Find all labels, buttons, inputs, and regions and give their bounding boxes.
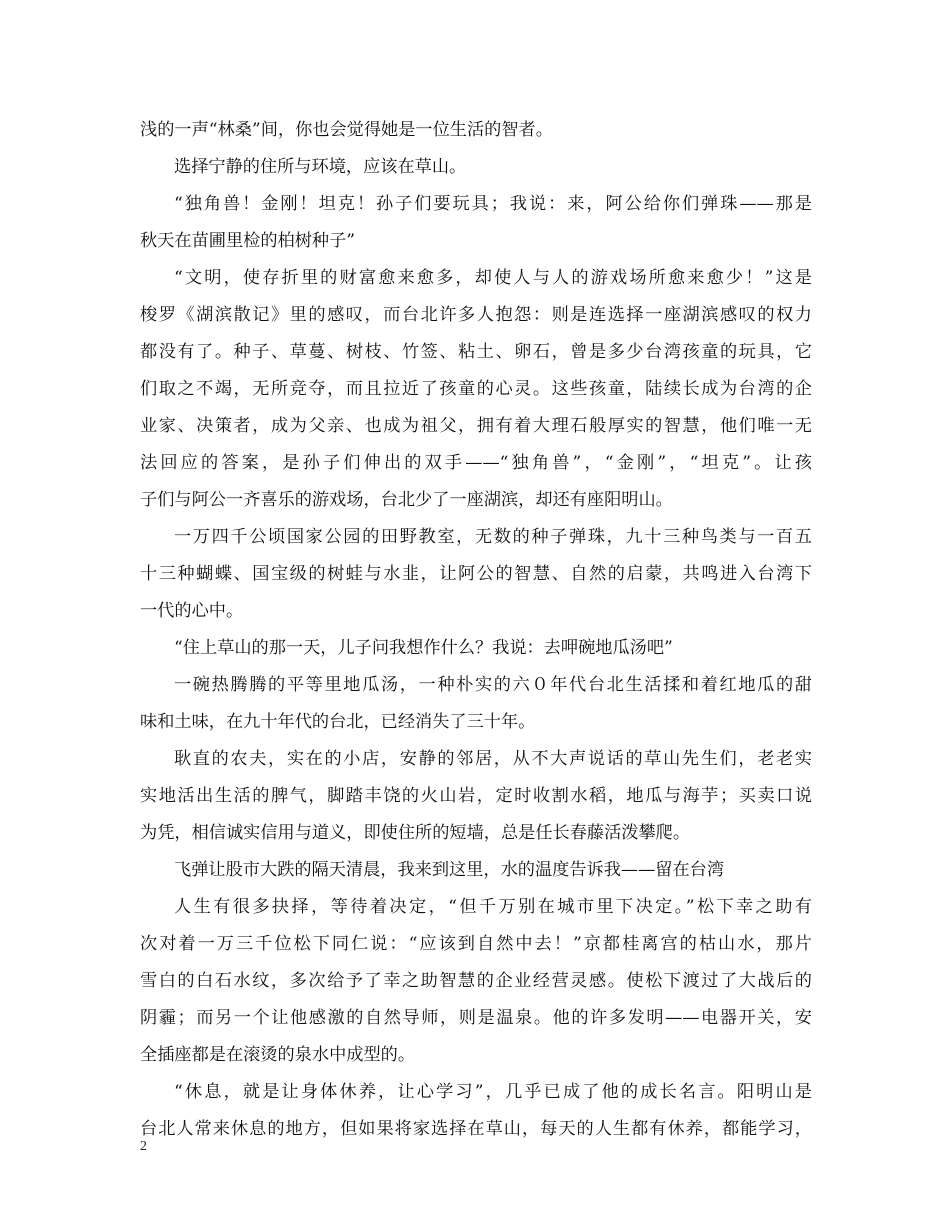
page-number: 2: [140, 1139, 147, 1154]
text-line: 实地活出生活的脾气，脚踏丰饶的火山岩，定时收割水稻，地瓜与海芋；买卖口说: [140, 786, 812, 806]
paragraph-line: 选择宁静的住所与环境，应该在草山。: [174, 157, 467, 177]
paragraph-line: “独角兽！金刚！坦克！孙子们要玩具；我说：来，阿公给你们弹珠——那是: [174, 194, 812, 214]
text-line: 味和土味，在九十年代的台北，已经消失了三十年。: [140, 712, 536, 732]
paragraph-line: 飞弹让股市大跌的隔天清晨，我来到这里，水的温度告诉我——留在台湾: [174, 860, 725, 880]
text-line: 为凭，相信诚实信用与道义，即使住所的短墙，总是任长春藤活泼攀爬。: [140, 823, 691, 843]
text-line: 台北人常来休息的地方，但如果将家选择在草山，每天的人生都有休养，都能学习，: [140, 1119, 812, 1139]
paragraph-line: “文明，使存折里的财富愈来愈多，却使人与人的游戏场所愈来愈少！”这是: [174, 268, 812, 288]
paragraph-line: 耿直的农夫，实在的小店，安静的邻居，从不大声说话的草山先生们，老老实: [174, 749, 812, 769]
text-line: 法回应的答案，是孙子们伸出的双手——“独角兽”，“金刚”，“坦克”。让孩: [140, 453, 812, 473]
text-line: 梭罗《湖滨散记》里的感叹，而台北许多人抱怨：则是连选择一座湖滨感叹的权力: [140, 305, 812, 325]
text-line: 一代的心中。: [140, 601, 244, 621]
paragraph-line: “住上草山的那一天，儿子问我想作什么？我说：去呷碗地瓜汤吧”: [174, 638, 673, 658]
text-line: 阴霾；而另一个让他感激的自然导师，则是温泉。他的许多发明——电器开关，安: [140, 1008, 812, 1028]
body-text: [140, 112, 812, 1148]
paragraph-line: 一碗热腾腾的平等里地瓜汤，一种朴实的六０年代台北生活揉和着红地瓜的甜: [174, 675, 812, 695]
text-line: 秋天在苗圃里检的柏树种子”: [140, 231, 356, 251]
text-line: 全插座都是在滚烫的泉水中成型的。: [140, 1045, 416, 1065]
paragraph-line: 人生有很多抉择，等待着决定，“但千万别在城市里下决定。”松下幸之助有: [174, 897, 812, 917]
text-line: 十三种蝴蝶、国宝级的树蛙与水韭，让阿公的智慧、自然的启蒙，共鸣进入台湾下: [140, 564, 812, 584]
paragraph-line: “休息，就是让身体休养，让心学习”，几乎已成了他的成长名言。阳明山是: [174, 1082, 812, 1102]
text-line: 浅的一声“林桑”间，你也会觉得她是一位生活的智者。: [140, 120, 553, 140]
text-line: 子们与阿公一齐喜乐的游戏场，台北少了一座湖滨，却还有座阳明山。: [140, 490, 673, 510]
text-line: 次对着一万三千位松下同仁说：“应该到自然中去！”京都桂离宫的枯山水，那片: [140, 934, 812, 954]
paragraph-line: 一万四千公顷国家公园的田野教室，无数的种子弹珠，九十三种鸟类与一百五: [174, 527, 812, 547]
text-line: 业家、决策者，成为父亲、也成为祖父，拥有着大理石般厚实的智慧，他们唯一无: [140, 416, 812, 436]
text-line: 们取之不竭，无所竞夺，而且拉近了孩童的心灵。这些孩童，陆续长成为台湾的企: [140, 379, 812, 399]
text-line: 都没有了。种子、草蔓、树枝、竹签、粘土、卵石，曾是多少台湾孩童的玩具，它: [140, 342, 812, 362]
text-line: 雪白的白石水纹，多次给予了幸之助智慧的企业经营灵感。使松下渡过了大战后的: [140, 971, 812, 991]
